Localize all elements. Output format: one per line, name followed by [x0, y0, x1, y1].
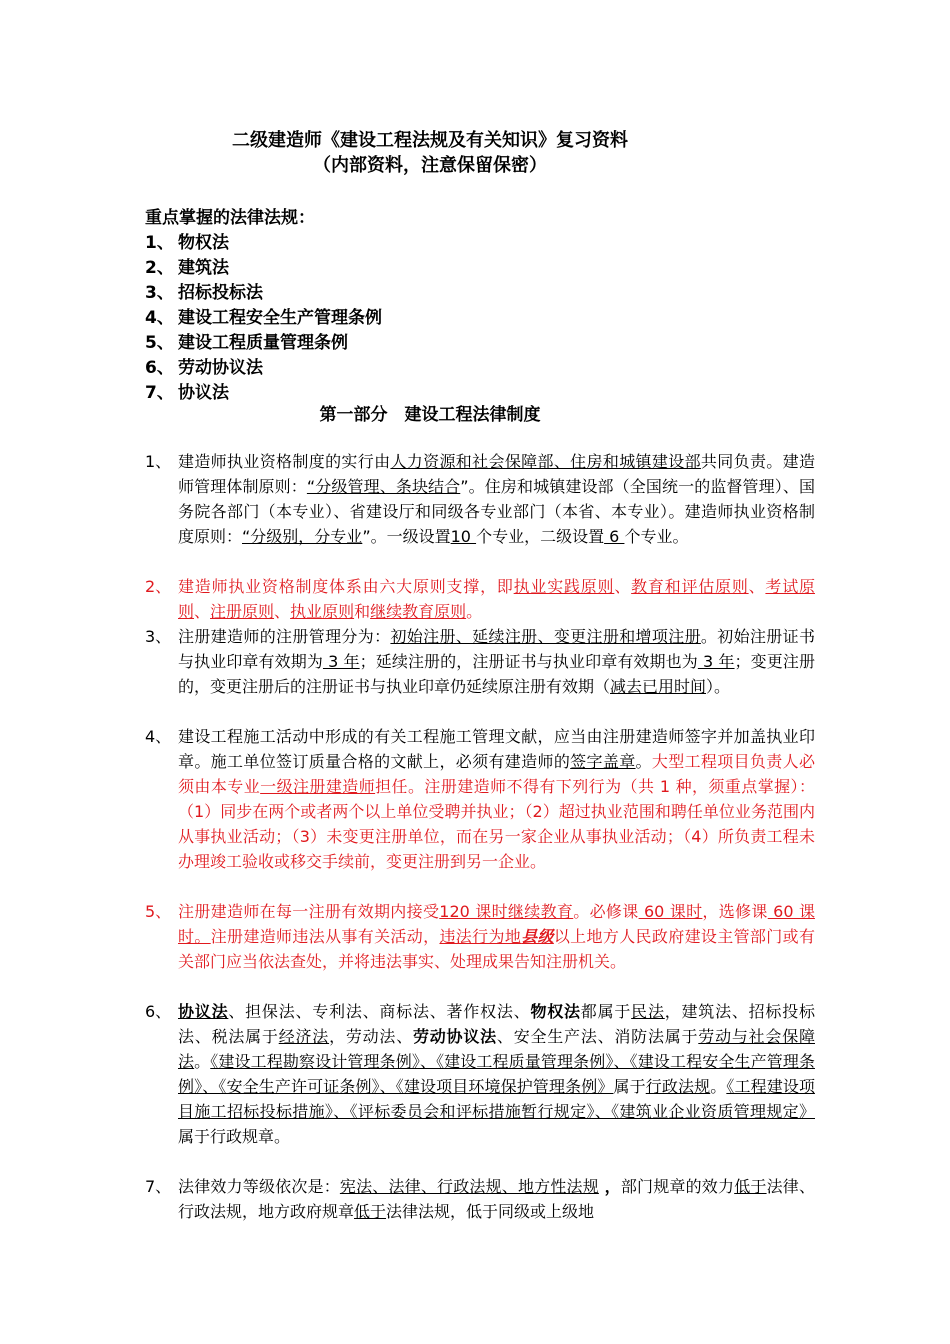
item-text — [178, 624, 815, 699]
text-segment: 共同负责。建造师管理体制原则： — [178, 452, 815, 496]
underlined-text: 初始注册、延续注册、变更注册和增项注册 — [390, 627, 701, 646]
text-segment: 都属于 — [580, 1002, 632, 1021]
text-segment: 法律、行政法规，地方政府规章 — [178, 1177, 815, 1221]
text-segment: 、安全生产法、消防法属于 — [496, 1027, 699, 1046]
underlined-text: 行政法规 — [645, 1077, 711, 1096]
law-number: 3、 — [145, 283, 174, 303]
law-name: 建设工程安全生产管理条例 — [178, 308, 382, 328]
underlined-text: 120 课时继续教育 — [439, 902, 574, 921]
text-segment: 大型工程项目负责人必须由本专业 — [178, 752, 815, 796]
law-name: 招标投标法 — [178, 283, 263, 303]
text-segment: ，建筑法、招标投标法、税法属于 — [178, 1002, 815, 1046]
law-item — [145, 253, 229, 278]
underlined-text: 《工程建设项目施工招标投标措施》、《评标委员会和评标措施暂行规定》、《建筑业企业资质管理规定》 — [178, 1077, 815, 1121]
item-number: 6、 — [145, 1002, 172, 1021]
law-name: 劳动协议法 — [178, 358, 263, 378]
text-segment: ”。住房和城镇建设部（全国统一的监督管理）、国务院各部门（本专业）、省建设厅和同级各专业部门（本省、本专业）。建造师执业资格制度原则： — [178, 477, 815, 546]
item-number: 3、 — [145, 627, 172, 646]
text-segment: 、 — [614, 577, 632, 596]
law-number: 1、 — [145, 233, 174, 253]
underlined-text: 60 课时。 — [178, 902, 815, 946]
text-segment: 、 — [194, 602, 211, 621]
text-segment: 部门规章的效力 — [620, 1177, 735, 1196]
item-text — [178, 999, 815, 1149]
numbered-item — [145, 724, 815, 874]
text-segment: 建造师执业资格制度的实行由 — [178, 452, 391, 471]
laws-heading: 重点掌握的法律法规： — [145, 208, 315, 228]
underlined-text: 教育和评估原则 — [631, 577, 749, 596]
text-segment: 。 — [194, 1052, 211, 1071]
underlined-text: 60 课时 — [638, 902, 703, 921]
law-number: 4、 — [145, 308, 174, 328]
underlined-text: 签字盖章 — [570, 752, 636, 771]
text-segment: 、 — [274, 602, 291, 621]
underlined-text: 减去已用时间 — [610, 677, 707, 696]
underlined-text: 注册原则 — [210, 602, 275, 621]
part-title: 第一部分 建设工程法律制度 — [319, 405, 541, 425]
item-number: 2、 — [145, 577, 172, 596]
item-text — [178, 1174, 815, 1224]
law-item — [145, 278, 263, 303]
text-segment: 、 — [748, 577, 766, 596]
numbered-item — [145, 999, 815, 1149]
item-number: 1、 — [145, 452, 172, 471]
law-item — [145, 303, 382, 328]
underlined-text: 3 年 — [322, 652, 360, 671]
underlined-text: 低于 — [734, 1177, 767, 1196]
underlined-text: 《建设工程勘察设计管理条例》、《建设工程质量管理条例》、《建设工程安全生产管理条例》、《安全生产许可证条例》、《建设项目环境保护管理条例》 — [178, 1052, 815, 1096]
text-segment: 担任。注册建造师不得有下列行为（共 1 种，须重点掌握）：（1）同步在两个或者两个以上单位受聘并执业；（2）超过执业范围和聘任单位业务范围内从事执业活动；（3）未变更注册单位，而在另一家企业从事执业活动；（4）所负责工程未办理竣工验收或移交手续前，变更注册到另一企业。 — [178, 777, 815, 871]
document-title: 二级建造师《建设工程法规及有关知识》复习资料 — [232, 130, 628, 151]
item-number: 7、 — [145, 1177, 172, 1196]
underlined-text: 民法 — [631, 1002, 665, 1021]
law-name: 建设工程质量管理条例 — [178, 333, 348, 353]
text-segment: ， — [598, 1177, 621, 1196]
underlined-text: 劳动与社会保障法 — [178, 1027, 815, 1071]
text-segment: 个专业。 — [624, 527, 689, 546]
item-number: 4、 — [145, 727, 172, 746]
text-segment: 注册建造师的注册管理分为： — [178, 627, 391, 646]
numbered-item — [145, 574, 815, 624]
item-text — [178, 899, 815, 974]
text-segment: 。初始注册证书与执业印章有效期为 — [178, 627, 815, 671]
text-segment: ，选修课 — [702, 902, 768, 921]
text-segment: ；变更注册的，变更注册后的注册证书与执业印章仍延续原注册有效期（ — [178, 652, 815, 696]
item-text — [178, 724, 815, 874]
underlined-text: “分级别，分专业 — [242, 527, 363, 546]
item-text — [178, 574, 815, 624]
text-segment: 劳动协议法 — [412, 1027, 497, 1046]
underlined-text: 宪法、法律、行政法规、地方性法规 — [339, 1177, 599, 1196]
text-segment: 个专业，二级设置 — [476, 527, 605, 546]
text-segment: 、担保法、专利法、商标法、著作权法、 — [228, 1002, 531, 1021]
law-name: 建筑法 — [178, 258, 229, 278]
text-segment: 建设工程施工活动中形成的有关工程施工管理文献，应当由注册建造师签字并加盖执业印章。施工单位签订质量合格的文献上，必须有建造师的 — [178, 727, 815, 771]
item-text — [178, 449, 815, 549]
numbered-item — [145, 1174, 815, 1224]
law-number: 7、 — [145, 383, 174, 403]
underlined-text: 低于 — [354, 1202, 387, 1221]
law-number: 2、 — [145, 258, 174, 278]
underlined-text: 经济法 — [278, 1027, 330, 1046]
text-segment: ”。一级设置 — [362, 527, 451, 546]
text-segment: 属于行政规章。 — [178, 1127, 291, 1146]
law-item — [145, 353, 263, 378]
underlined-text: 违法行为地 — [439, 927, 522, 946]
underlined-text: 3 年 — [697, 652, 735, 671]
numbered-item — [145, 899, 815, 974]
text-segment: 法律法规，低于同级或上级地 — [386, 1202, 595, 1221]
text-segment: 。 — [635, 752, 652, 771]
underlined-text: 一级注册建造师 — [260, 777, 376, 796]
law-number: 6、 — [145, 358, 174, 378]
text-segment: 注册建造师违法从事有关活动， — [210, 927, 440, 946]
underlined-text: 协议法 — [178, 1002, 229, 1021]
text-segment: ；延续注册的，注册证书与执业印章有效期也为 — [359, 652, 698, 671]
text-segment: 注册建造师在每一注册有效期内接受 — [178, 902, 440, 921]
document-subtitle: （内部资料，注意保留保密） — [313, 155, 547, 176]
law-item — [145, 328, 348, 353]
underlined-text: 执业原则 — [290, 602, 355, 621]
text-segment: ，劳动法、 — [329, 1027, 413, 1046]
underlined-text: “分级管理、条块结合 — [306, 477, 461, 496]
law-name: 协议法 — [178, 383, 229, 403]
text-segment: 。 — [710, 1077, 727, 1096]
law-number: 5、 — [145, 333, 174, 353]
underlined-text: 10 — [450, 527, 477, 546]
text-segment: 法律效力等级依次是： — [178, 1177, 340, 1196]
underlined-text: 6 — [604, 527, 625, 546]
text-segment: 属于 — [613, 1077, 646, 1096]
text-segment: 物权法 — [530, 1002, 581, 1021]
text-segment: 。必修课 — [573, 902, 639, 921]
underlined-text: 继续教育原则 — [370, 602, 467, 621]
law-item — [145, 228, 229, 253]
underlined-text: 人力资源和社会保障部、住房和城镇建设部 — [390, 452, 701, 471]
item-number: 5、 — [145, 902, 172, 921]
text-segment: 和 — [354, 602, 371, 621]
numbered-item — [145, 624, 815, 699]
underlined-text: 执业实践原则 — [513, 577, 615, 596]
numbered-item — [145, 449, 815, 549]
underlined-text: 县级 — [521, 927, 554, 946]
text-segment: ）。 — [706, 677, 731, 696]
text-segment: 。 — [466, 602, 483, 621]
underlined-text: 考试原则 — [178, 577, 815, 621]
text-segment: 建造师执业资格制度体系由六大原则支撑，即 — [178, 577, 514, 596]
law-name: 物权法 — [178, 233, 229, 253]
text-segment: 以上地方人民政府建设主管部门或有关部门应当依法查处，并将违法事实、处理成果告知注册机关。 — [178, 927, 815, 971]
